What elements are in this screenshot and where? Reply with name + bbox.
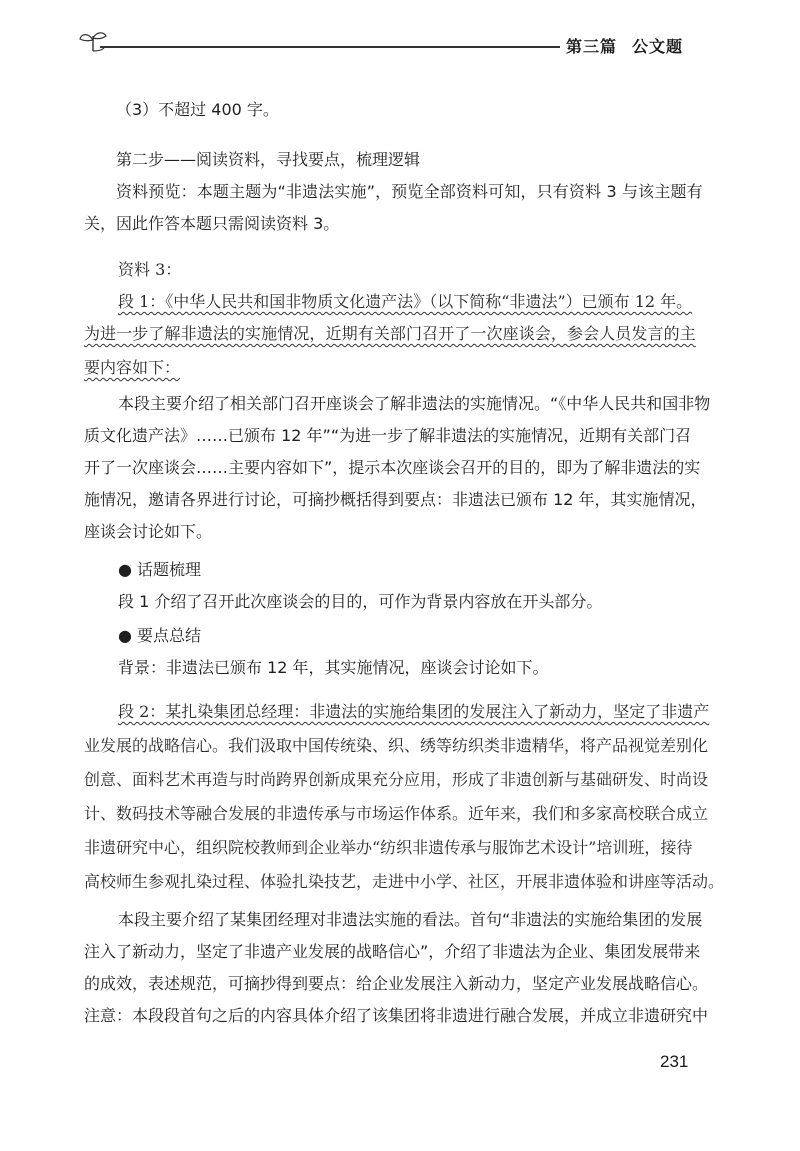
topic-text: 段 1 介绍了召开此次座谈会的目的，可作为背景内容放在开头部分。 bbox=[118, 592, 603, 611]
material-label: 资料 3： bbox=[118, 260, 182, 279]
preview-line-2: 关，因此作答本题只需阅读资料 3。 bbox=[84, 214, 340, 233]
material-para2-line-2: 业发展的战略信心。我们汲取中国传统染、织、绣等纺织类非遗精华，将产品视觉差别化 bbox=[84, 736, 709, 755]
material-para1-line-2 bbox=[84, 324, 696, 344]
material-para2-line-3: 创意、面料艺术再造与时尚跨界创新成果充分应用，形成了非遗创新与基础研发、时尚设 bbox=[84, 770, 709, 789]
material-para2-line-6: 高校师生参观扎染过程、体验扎染技艺，走进中小学、社区，开展非遗体验和讲座等活动。 bbox=[84, 872, 725, 891]
material-para1-line-1-text: 段 1：《中华人民共和国非物质文化遗产法》（以下简称“非遗法”）已颁布 12 年。 bbox=[118, 292, 693, 311]
page-number: 231 bbox=[660, 1052, 689, 1071]
material-para1-line-3-text: 要内容如下： bbox=[84, 358, 181, 377]
material-para2-line-1 bbox=[118, 702, 709, 722]
analysis1-line-4: 施情况，邀请各界进行讨论，可摘抄概括得到要点：非遗法已颁布 12 年，其实施情况， bbox=[84, 490, 707, 509]
analysis1-line-5: 座谈会讨论如下。 bbox=[84, 522, 213, 541]
preview-line-1: 资料预览：本题主题为“非遗法实施”，预览全部资料可知，只有资料 3 与该主题有 bbox=[116, 182, 703, 201]
header-title: 公文题 bbox=[632, 37, 684, 56]
sprout-icon bbox=[78, 30, 108, 52]
header-rule bbox=[100, 46, 560, 48]
material-para2-line-4: 计、数码技术等融合发展的非遗传承与市场运作体系。近年来，我们和多家高校联合成立 bbox=[84, 804, 709, 823]
material-para2-line-5: 非遗研究中心，组织院校教师到企业举办“纺织非遗传承与服饰艺术设计”培训班，接待 bbox=[84, 838, 693, 857]
material-para1-line-1 bbox=[118, 292, 692, 312]
material-para1-line-3 bbox=[84, 358, 180, 378]
analysis1-line-3: 开了一次座谈会……主要内容如下”，提示本次座谈会召开的目的，即为了解非遗法的实 bbox=[84, 458, 701, 477]
analysis2-line-1: 本段主要介绍了某集团经理对非遗法实施的看法。首句“非遗法的实施给集团的发展 bbox=[118, 910, 703, 929]
analysis2-line-2: 注入了新动力，坚定了非遗产业发展的战略信心”，介绍了非遗法为企业、集团发展带来 bbox=[84, 942, 701, 961]
topic-heading: ● 话题梳理 bbox=[118, 560, 202, 579]
analysis1-line-2: 质文化遗产法》……已颁布 12 年”“为进一步了解非遗法的实施情况，近期有关部门召 bbox=[84, 426, 692, 445]
requirement-3: （3）不超过 400 字。 bbox=[116, 100, 279, 119]
step-two-heading: 第二步——阅读资料，寻找要点，梳理逻辑 bbox=[116, 150, 421, 169]
material-para2-line-1-text: 段 2：某扎染集团总经理：非遗法的实施给集团的发展注入了新动力，坚定了非遗产 bbox=[118, 702, 710, 721]
analysis2-line-3: 的成效，表述规范，可摘抄得到要点：给企业发展注入新动力，坚定产业发展战略信心。 bbox=[84, 974, 709, 993]
analysis1-line-1: 本段主要介绍了相关部门召开座谈会了解非遗法的实施情况。“《中华人民共和国非物 bbox=[118, 394, 711, 413]
analysis2-line-4: 注意：本段段首句之后的内容具体介绍了该集团将非遗进行融合发展，并成立非遗研究中 bbox=[84, 1006, 709, 1025]
header-part: 第三篇 bbox=[566, 37, 618, 56]
summary-heading: ● 要点总结 bbox=[118, 626, 202, 645]
summary-background: 背景：非遗法已颁布 12 年，其实施情况，座谈会讨论如下。 bbox=[118, 658, 549, 677]
material-para1-line-2-text: 为进一步了解非遗法的实施情况，近期有关部门召开了一次座谈会，参会人员发言的主 bbox=[84, 324, 696, 343]
